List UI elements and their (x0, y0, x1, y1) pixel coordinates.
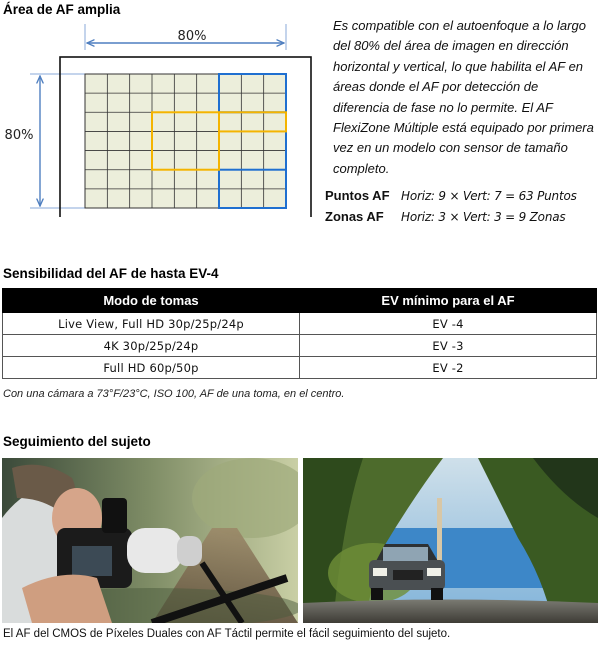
spec-row-points (325, 188, 577, 203)
horizontal-coverage-label: 80% (177, 29, 207, 44)
photographer-photo (2, 458, 298, 623)
tracking-title: Seguimiento del sujeto (3, 434, 151, 449)
table-cell-ev: EV -4 (300, 313, 597, 335)
af-area-title: Área de AF amplia (3, 2, 121, 17)
table-cell-mode: Live View, Full HD 30p/25p/24p (3, 313, 300, 335)
spec-value-zones: Horiz: 3 × Vert: 3 = 9 Zonas (401, 210, 566, 224)
column-header-mode: Modo de tomas (3, 289, 300, 313)
spec-label-points: Puntos AF (325, 188, 390, 203)
table-cell-mode: Full HD 60p/50p (3, 357, 300, 379)
sensitivity-note: Con una cámara a 73°F/23°C, ISO 100, AF de una toma, en el centro. (3, 388, 345, 400)
table-row (3, 313, 597, 335)
af-area-diagram (0, 22, 320, 217)
car-photo (303, 458, 598, 623)
af-point-grid (85, 74, 286, 208)
table-header-row (3, 289, 597, 313)
spec-label-zones: Zonas AF (325, 209, 384, 224)
table-cell-ev: EV -2 (300, 357, 597, 379)
vertical-coverage-label: 80% (4, 128, 34, 143)
column-header-ev: EV mínimo para el AF (300, 289, 597, 313)
af-grid-background (85, 74, 286, 208)
table-cell-ev: EV -3 (300, 335, 597, 357)
table-row (3, 335, 597, 357)
af-area-description: Es compatible con el autoenfoque a lo largo del 80% del área de imagen en dirección horizontal y vertical, lo que habilita el AF en áreas donde el AF por detección de diferencia de fase no lo permite. El AF FlexiZone Múltiple está equipado por primera vez en un modelo con sensor de tamaño completo. (333, 18, 594, 176)
table-cell-mode: 4K 30p/25p/24p (3, 335, 300, 357)
sensitivity-table (2, 288, 597, 379)
spec-value-points: Horiz: 9 × Vert: 7 = 63 Puntos (401, 189, 577, 203)
sensitivity-title: Sensibilidad del AF de hasta EV-4 (3, 266, 219, 281)
spec-row-zones (325, 209, 565, 224)
table-row (3, 357, 597, 379)
tracking-caption: El AF del CMOS de Píxeles Duales con AF Táctil permite el fácil seguimiento del sujeto. (3, 628, 451, 640)
